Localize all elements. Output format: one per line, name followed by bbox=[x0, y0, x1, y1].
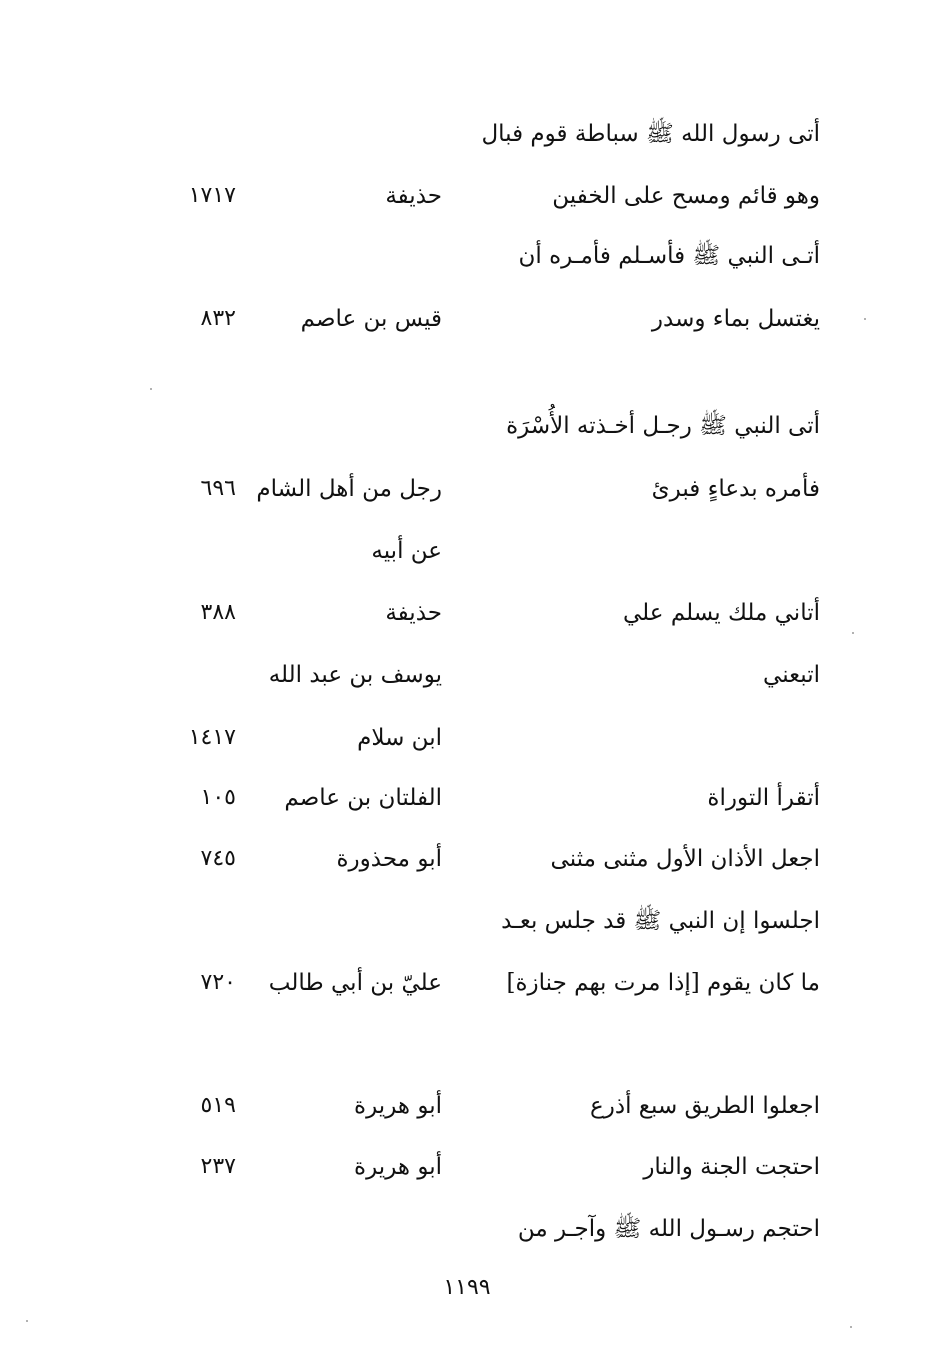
index-row bbox=[0, 957, 934, 1009]
narrator: حذيفة bbox=[385, 183, 442, 209]
narrator: ابن سلام bbox=[357, 725, 442, 751]
index-row bbox=[0, 587, 934, 639]
hadith-text: أتى رسول الله ﷺ سباطة قوم فبال bbox=[481, 121, 820, 147]
narrator: حذيفة bbox=[385, 600, 442, 626]
narrator: قيس بن عاصم bbox=[300, 306, 442, 332]
hadith-number: ١٧١٧ bbox=[188, 183, 236, 208]
hadith-text: اجلسوا إن النبي ﷺ قد جلس بعـد bbox=[501, 908, 820, 934]
hadith-text: يغتسل بماء وسدر bbox=[651, 306, 820, 332]
hadith-text: ما كان يقوم [إذا مرت بهم جنازة] bbox=[506, 970, 820, 996]
index-row bbox=[0, 1080, 934, 1132]
page-number: ١١٩٩ bbox=[443, 1275, 491, 1300]
index-row bbox=[0, 772, 934, 824]
narrator: أبو محذورة bbox=[336, 846, 442, 872]
hadith-text: احتجم رسـول الله ﷺ وآجـر من bbox=[517, 1216, 820, 1242]
hadith-number: ٨٣٢ bbox=[200, 306, 236, 331]
index-row bbox=[0, 1203, 934, 1255]
scan-speck bbox=[26, 1320, 28, 1322]
hadith-number: ١٤١٧ bbox=[188, 725, 236, 750]
index-row bbox=[0, 1141, 934, 1193]
hadith-text: أتـى النبي ﷺ فأسـلم فأمـره أن bbox=[518, 243, 820, 269]
hadith-text: احتجت الجنة والنار bbox=[643, 1154, 820, 1180]
hadith-text: اجعل الأذان الأول مثنى مثنى bbox=[550, 846, 820, 872]
hadith-number: ٣٨٨ bbox=[200, 600, 236, 625]
narrator: رجل من أهل الشام bbox=[256, 476, 442, 502]
hadith-text: أتقرأ التوراة bbox=[707, 785, 820, 811]
scan-speck bbox=[150, 388, 152, 390]
narrator: عن أبيه bbox=[371, 538, 442, 564]
hadith-number: ٢٣٧ bbox=[200, 1154, 236, 1179]
hadith-text: وهو قائم ومسح على الخفين bbox=[552, 183, 820, 209]
hadith-text: أتى النبي ﷺ رجـل أخـذته الأُسْرَة bbox=[506, 413, 820, 439]
index-row bbox=[0, 400, 934, 452]
index-row bbox=[0, 108, 934, 160]
hadith-number: ٥١٩ bbox=[200, 1093, 236, 1118]
narrator: أبو هريرة bbox=[354, 1154, 442, 1180]
index-row bbox=[0, 649, 934, 701]
index-row bbox=[0, 170, 934, 222]
scan-speck bbox=[852, 632, 854, 634]
index-row bbox=[0, 463, 934, 515]
index-row bbox=[0, 895, 934, 947]
narrator: أبو هريرة bbox=[354, 1093, 442, 1119]
narrator: الفلتان بن عاصم bbox=[284, 785, 442, 811]
hadith-number: ٦٩٦ bbox=[200, 476, 236, 501]
scan-speck bbox=[864, 318, 866, 320]
hadith-text: أتاني ملك يسلم علي bbox=[623, 600, 820, 626]
hadith-number: ١٠٥ bbox=[200, 785, 236, 810]
index-row bbox=[0, 525, 934, 577]
hadith-text: اتبعني bbox=[763, 662, 820, 688]
hadith-text: اجعلوا الطريق سبع أذرع bbox=[590, 1093, 820, 1119]
narrator: عليّ بن أبي طالب bbox=[268, 970, 442, 996]
index-row bbox=[0, 833, 934, 885]
hadith-number: ٧٢٠ bbox=[200, 970, 236, 995]
index-row bbox=[0, 712, 934, 764]
narrator: يوسف بن عبد الله bbox=[268, 662, 442, 688]
hadith-text: فأمره بدعاءٍ فبرئ bbox=[651, 476, 820, 502]
index-row bbox=[0, 293, 934, 345]
scan-speck bbox=[850, 1326, 852, 1328]
index-row bbox=[0, 230, 934, 282]
hadith-number: ٧٤٥ bbox=[200, 846, 236, 871]
